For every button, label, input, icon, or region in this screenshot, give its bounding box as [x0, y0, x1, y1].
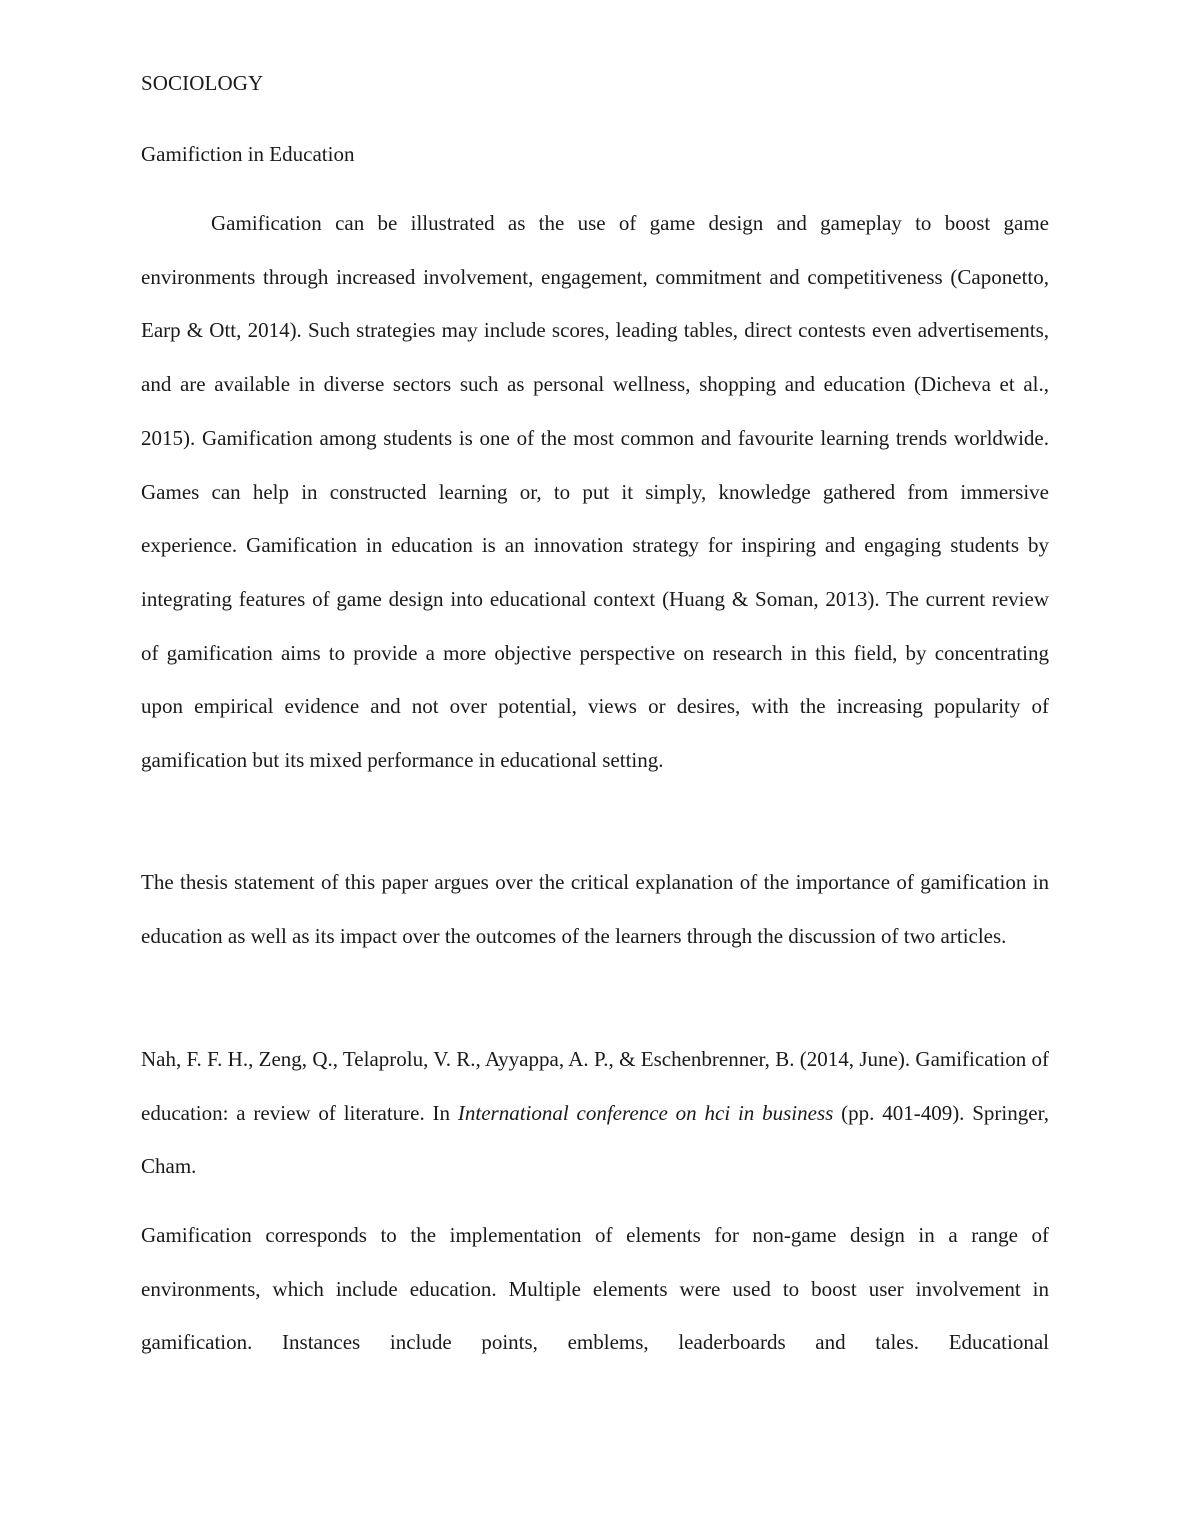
reference-pages-publisher: (pp. 401-409). Springer, Cham.	[141, 1100, 1049, 1179]
reference-authors-title: Nah, F. F. H., Zeng, Q., Telaprolu, V. R., Ayyappa, A. P., & Eschenbrenner, B. (2014, June). Gamification of education: a review of literature. In	[141, 1047, 1049, 1125]
reference-venue: International conference on hci in business	[457, 1100, 834, 1125]
intro-paragraph: Gamification can be illustrated as the use of game design and gameplay to boost game environments through increased involvement, engagement, commitment and competitiveness (Caponetto, Earp & Ott, 2014). Such strategies may include scores, leading tables, direct contests even advertisements, and are available in diverse sectors such as personal wellness, shopping and education (Dicheva et al., 2015). Gamification among students is one of the most common and favourite learning trends worldwide. Games can help in constructed learning or, to put it simply, knowledge gathered from immersive experience. Gamification in education is an innovation strategy for inspiring and engaging students by integrating features of game design into educational context (Huang & Soman, 2013). The current review of gamification aims to provide a more objective perspective on research in this field, by concentrating upon empirical evidence and not over potential, views or desires, with the increasing popularity of gamification but its mixed performance in educational setting.	[141, 211, 1049, 773]
running-head: SOCIOLOGY	[141, 71, 264, 95]
reference-citation	[141, 1033, 1049, 1194]
thesis-paragraph: The thesis statement of this paper argues over the critical explanation of the importance of gamification in education as well as its impact over the outcomes of the learners through the discussion of two articles.	[141, 870, 1049, 948]
summary-paragraph: Gamification corresponds to the implementation of elements for non-game design in a range of environments, which include education. Multiple elements were used to boost user involvement in gamification. Instances include points, emblems, leaderboards and tales. Educational	[141, 1223, 1049, 1355]
document-title: Gamifiction in Education	[141, 142, 355, 166]
